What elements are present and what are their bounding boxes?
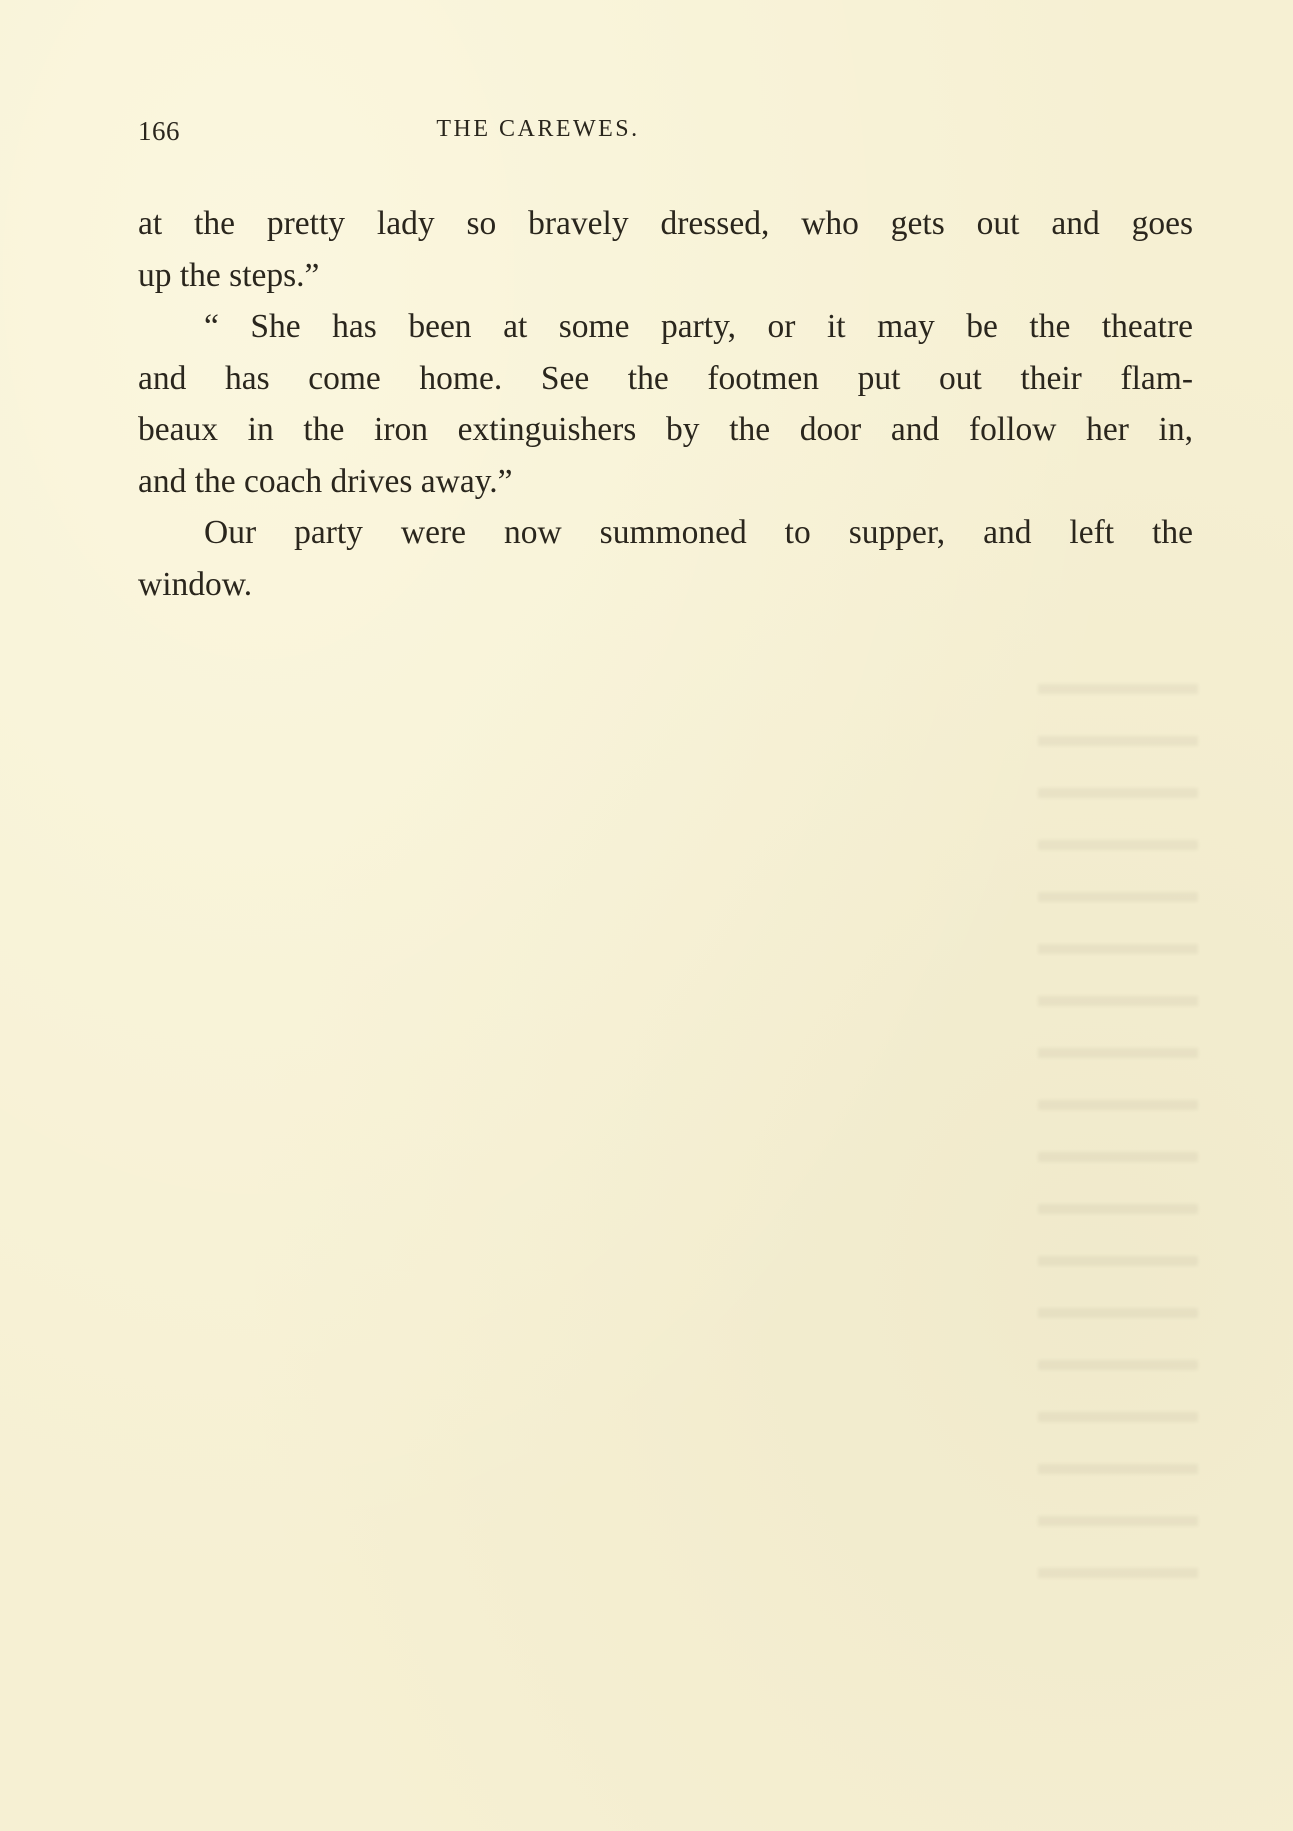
text-line: beaux in the iron extinguishers by the door and follow her in, (138, 411, 1193, 448)
text-line: and the coach drives away.” (138, 462, 513, 500)
text-line: window. (138, 565, 253, 603)
page-number: 166 (138, 116, 180, 146)
text-line: and has come home. See the footmen put out their flam- (138, 359, 1193, 397)
text-line: up the steps.” (138, 256, 320, 294)
text-line: at the pretty lady so bravely dressed, who gets out and goes (138, 205, 1193, 242)
show-through-text (1038, 660, 1198, 1620)
running-title: THE CAREWES. (436, 116, 640, 142)
text-line: Our party were now summoned to supper, and left the (204, 514, 1193, 551)
text-line: “ She has been at some party, or it may be the theatre (204, 308, 1193, 345)
body-text (138, 198, 1193, 610)
page-header (138, 116, 803, 150)
